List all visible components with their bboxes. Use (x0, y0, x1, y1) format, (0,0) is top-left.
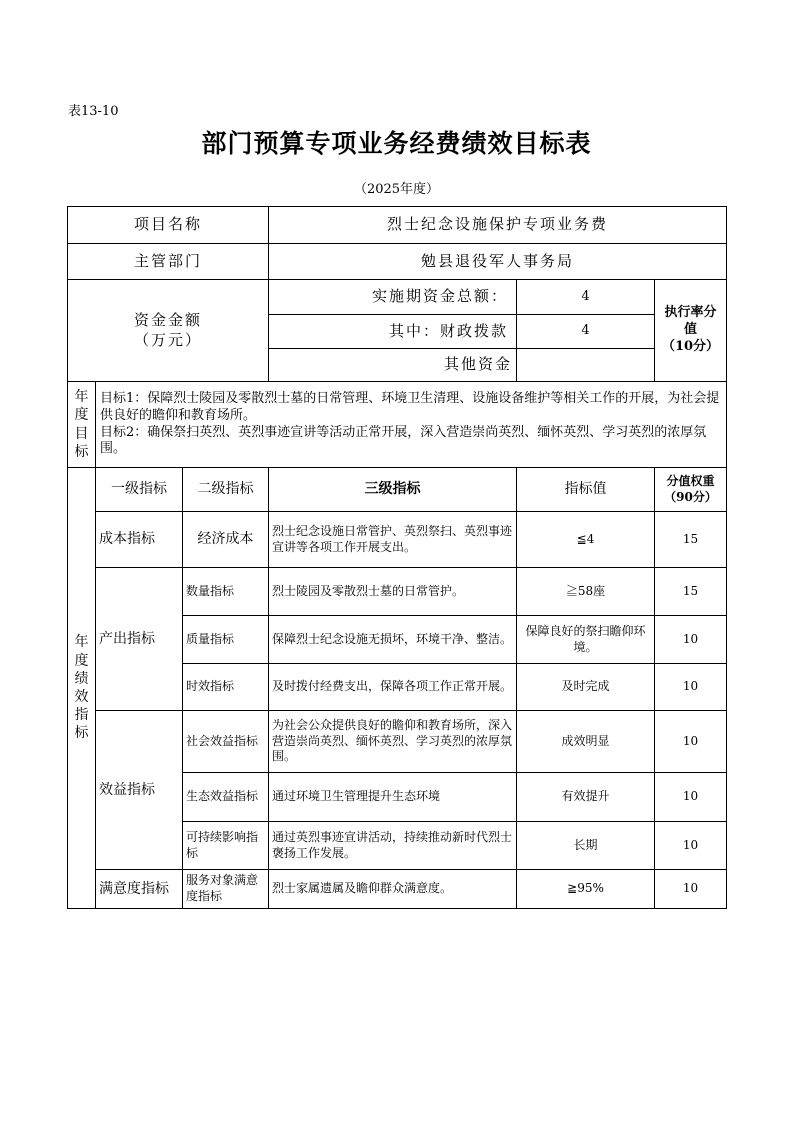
performance-indicators-label (68, 468, 96, 909)
goals-label-char: 度 (74, 407, 89, 424)
goal-2: 目标2：确保祭扫英烈、英烈事迹宣讲等活动正常开展，深入营造崇尚英烈、缅怀英烈、学习英烈的浓厚氛围。 (100, 424, 707, 457)
sustainable-level3: 通过英烈事迹宣讲活动，持续推动新时代烈士褒扬工作发展。 (269, 822, 517, 870)
ecological-level3: 通过环境卫生管理提升生态环境 (269, 773, 517, 822)
cost-weight: 15 (655, 512, 727, 568)
header-weight-line2: （90分） (664, 489, 717, 504)
satisfaction-level1: 满意度指标 (96, 870, 183, 909)
goals-label-char: 目 (74, 425, 89, 442)
timeliness-value: 及时完成 (517, 664, 655, 711)
quality-level2: 质量指标 (183, 616, 269, 664)
header-level2: 二级指标 (183, 468, 269, 512)
timeliness-weight: 10 (655, 664, 727, 711)
indicators-label-char: 效 (74, 689, 89, 705)
table-number: 表13-10 (68, 104, 119, 119)
satisfaction-weight: 10 (655, 870, 727, 909)
funds-other-label: 其他资金 (269, 349, 517, 382)
indicator-header-row (68, 468, 727, 512)
indicators-label-char: 绩 (74, 670, 89, 687)
indicators-label-char: 度 (74, 652, 89, 669)
quality-level3: 保障烈士纪念设施无损坏，环境干净、整洁。 (269, 616, 517, 664)
quantity-weight: 15 (655, 568, 727, 616)
funds-fiscal-label: 其中：财政拨款 (269, 315, 517, 349)
output-level1: 产出指标 (96, 568, 183, 711)
header-level1: 一级指标 (96, 468, 183, 512)
table-row (68, 870, 727, 909)
benefit-level1: 效益指标 (96, 711, 183, 870)
cost-value: ≦4 (517, 512, 655, 568)
ecological-level2: 生态效益指标 (183, 773, 269, 822)
quality-weight: 10 (655, 616, 727, 664)
goals-label-char: 标 (74, 443, 89, 460)
satisfaction-level2: 服务对象满意度指标 (183, 870, 269, 909)
sustainable-weight: 10 (655, 822, 727, 870)
indicators-label-char: 指 (74, 707, 89, 724)
cost-level2: 经济成本 (183, 512, 269, 568)
funds-label-line1: 资金金额 (134, 311, 203, 329)
project-name-label: 项目名称 (68, 207, 269, 244)
funds-label (68, 280, 269, 382)
indicators-label-char: 年 (74, 634, 89, 651)
funds-total-row (68, 280, 727, 315)
timeliness-level3: 及时拨付经费支出，保障各项工作正常开展。 (269, 664, 517, 711)
project-name-value: 烈士纪念设施保护专项业务费 (269, 207, 727, 244)
sustainable-value: 长期 (517, 822, 655, 870)
page-title: 部门预算专项业务经费绩效目标表 (201, 129, 592, 158)
performance-target-table (67, 206, 727, 909)
social-value: 成效明显 (517, 711, 655, 773)
annual-goals-row (68, 382, 727, 468)
header-value: 指标值 (517, 468, 655, 512)
quantity-value: ≧58座 (517, 568, 655, 616)
execution-rate-line3: （10分） (661, 338, 720, 354)
header-weight-line1: 分值权重 (666, 473, 715, 488)
social-level2: 社会效益指标 (183, 711, 269, 773)
header-weight (655, 468, 727, 512)
table-row (68, 711, 727, 773)
funds-other-value (517, 349, 655, 382)
social-weight: 10 (655, 711, 727, 773)
cost-level1: 成本指标 (96, 512, 183, 568)
ecological-weight: 10 (655, 773, 727, 822)
annual-goals-label (68, 382, 96, 468)
indicators-label-char: 标 (74, 725, 89, 742)
goals-label-char: 年 (74, 389, 89, 406)
funds-label-line2: （万元） (134, 330, 203, 349)
quantity-level2: 数量指标 (183, 568, 269, 616)
execution-rate-line1: 执行率分 (664, 305, 717, 321)
budget-year: （2025年度） (353, 182, 440, 197)
execution-rate-score (655, 280, 727, 382)
quantity-level3: 烈士陵园及零散烈士墓的日常管护。 (269, 568, 517, 616)
ecological-value: 有效提升 (517, 773, 655, 822)
goal-1: 目标1：保障烈士陵园及零散烈士墓的日常管理、环境卫生清理、设施设备维护等相关工作的开展，为社会提供良好的瞻仰和教育场所。 (100, 390, 720, 423)
project-name-row (68, 207, 727, 244)
sustainable-level2: 可持续影响指标 (183, 822, 269, 870)
table-row (68, 512, 727, 568)
cost-level3: 烈士纪念设施日常管护、英烈祭扫、英烈事迹宣讲等各项工作开展支出。 (269, 512, 517, 568)
quality-value: 保障良好的祭扫瞻仰环境。 (517, 616, 655, 664)
table-row (68, 568, 727, 616)
funds-fiscal-value: 4 (517, 315, 655, 349)
department-label: 主管部门 (68, 244, 269, 280)
header-level3: 三级指标 (269, 468, 517, 512)
satisfaction-level3: 烈士家属遗属及瞻仰群众满意度。 (269, 870, 517, 909)
funds-total-value: 4 (517, 280, 655, 315)
social-level3: 为社会公众提供良好的瞻仰和教育场所，深入营造崇尚英烈、缅怀英烈、学习英烈的浓厚氛围。 (269, 711, 517, 773)
timeliness-level2: 时效指标 (183, 664, 269, 711)
department-row (68, 244, 727, 280)
funds-total-label: 实施期资金总额： (269, 280, 517, 315)
department-value: 勉县退役军人事务局 (269, 244, 727, 280)
execution-rate-line2: 值 (684, 322, 698, 338)
annual-goals-content (96, 382, 727, 468)
satisfaction-value: ≧95% (517, 870, 655, 909)
